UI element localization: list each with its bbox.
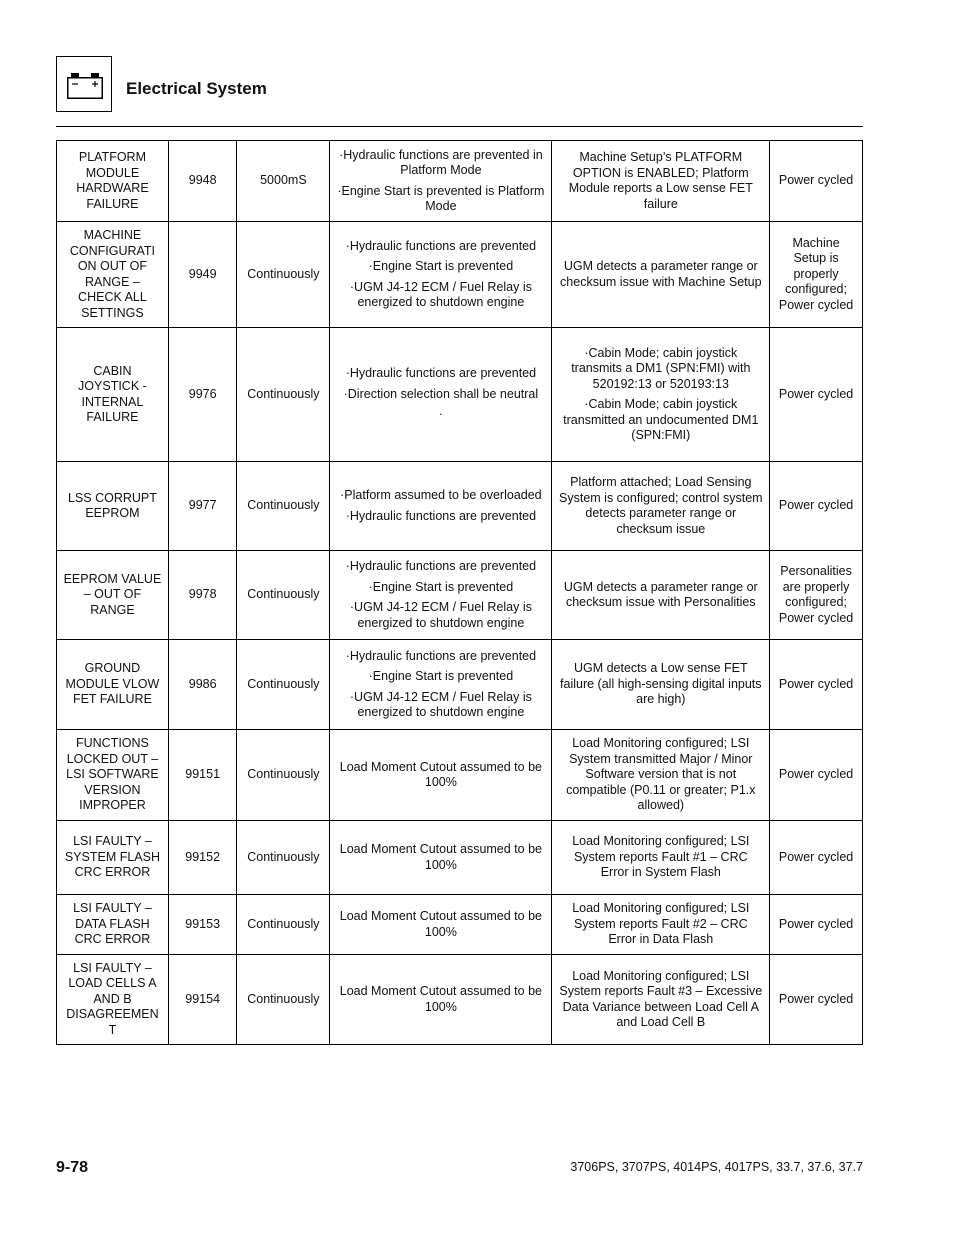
- control-action-item: ·Hydraulic functions are prevented in Platform Mode: [339, 147, 543, 177]
- fault-clear-cell: Personalities are properly configured; Power cycled: [770, 551, 863, 640]
- fault-condition-cell: [552, 895, 770, 955]
- control-action-item: ·Engine Start is prevented: [368, 259, 514, 273]
- table-row: [57, 141, 863, 222]
- section-icon-box: [56, 56, 112, 112]
- fault-name-cell: LSI FAULTY – SYSTEM FLASH CRC ERROR: [57, 821, 169, 895]
- fault-condition-cell: [552, 955, 770, 1045]
- control-action-cell: [330, 328, 552, 462]
- detection-time-cell: Continuously: [237, 222, 330, 328]
- fault-name-cell: FUNCTIONS LOCKED OUT – LSI SOFTWARE VERSION IMPROPER: [57, 730, 169, 821]
- fault-condition-item: UGM detects a Low sense FET failure (all high-sensing digital inputs are high): [560, 661, 762, 707]
- control-action-item: ·Hydraulic functions are prevented: [345, 366, 537, 381]
- fault-code-cell: 99151: [168, 730, 237, 821]
- control-action-item: ·Direction selection shall be neutral: [343, 386, 539, 401]
- table-row: [57, 328, 863, 462]
- detection-time-cell: Continuously: [237, 730, 330, 821]
- fault-condition-item: ·Cabin Mode; cabin joystick transmitted an undocumented DM1 (SPN:FMI): [563, 397, 759, 442]
- control-action-item: Load Moment Cutout assumed to be 100%: [339, 759, 542, 789]
- control-action-item: ·UGM J4-12 ECM / Fuel Relay is energized to shutdown engine: [349, 279, 532, 309]
- detection-time-cell: Continuously: [237, 551, 330, 640]
- control-action-cell: [330, 895, 552, 955]
- fault-name-cell: CABIN JOYSTICK - INTERNAL FAILURE: [57, 328, 169, 462]
- fault-code-cell: 99154: [168, 955, 237, 1045]
- control-action-item: ·Engine Start is prevented: [368, 579, 514, 594]
- fault-condition-item: Load Monitoring configured; LSI System reports Fault #3 – Excessive Data Variance between Load Cell A and Load Cell B: [559, 968, 763, 1029]
- table-row: [57, 955, 863, 1045]
- fault-code-cell: 9986: [168, 640, 237, 730]
- fault-name-cell: LSI FAULTY – LOAD CELLS A AND B DISAGREEMEN T: [57, 955, 169, 1045]
- fault-clear-cell: Power cycled: [770, 821, 863, 895]
- table-row: [57, 821, 863, 895]
- control-action-item: Load Moment Cutout assumed to be 100%: [339, 984, 542, 1014]
- fault-clear-cell: Machine Setup is properly configured; Power cycled: [770, 222, 863, 328]
- fault-condition-item: Load Monitoring configured; LSI System transmitted Major / Minor Software version that is not compatible (P0.11 or greater; P1.x allowed): [566, 736, 756, 813]
- fault-condition-item: UGM detects a parameter range or checksum issue with Personalities: [563, 579, 758, 609]
- detection-time-cell: Continuously: [237, 328, 330, 462]
- fault-code-cell: 9978: [168, 551, 237, 640]
- fault-condition-cell: [552, 640, 770, 730]
- control-action-item: ·Hydraulic functions are prevented: [345, 648, 537, 663]
- fault-condition-item: Platform attached; Load Sensing System is configured; control system detects parameter range or checksum issue: [559, 475, 763, 536]
- fault-code-table-body: [57, 141, 863, 1045]
- fault-clear-cell: Power cycled: [770, 955, 863, 1045]
- table-row: [57, 222, 863, 328]
- control-action-item: ·Hydraulic functions are prevented: [345, 238, 537, 253]
- fault-name-cell: MACHINE CONFIGURATI ON OUT OF RANGE – CHECK ALL SETTINGS: [57, 222, 169, 328]
- fault-condition-item: UGM detects a parameter range or checksum issue with Machine Setup: [560, 259, 762, 289]
- control-action-cell: [330, 821, 552, 895]
- table-row: [57, 895, 863, 955]
- detection-time-cell: 5000mS: [237, 141, 330, 222]
- fault-code-cell: 9949: [168, 222, 237, 328]
- control-action-item: Load Moment Cutout assumed to be 100%: [339, 909, 542, 939]
- fault-code-cell: 9976: [168, 328, 237, 462]
- control-action-cell: [330, 551, 552, 640]
- fault-condition-cell: [552, 821, 770, 895]
- fault-condition-item: Machine Setup’s PLATFORM OPTION is ENABLED; Platform Module reports a Low sense FET failure: [568, 150, 753, 211]
- control-action-cell: [330, 640, 552, 730]
- control-action-item: ·Engine Start is prevented: [368, 669, 514, 683]
- detection-time-cell: Continuously: [237, 821, 330, 895]
- fault-name-cell: LSS CORRUPT EEPROM: [57, 462, 169, 551]
- model-list: 3706PS, 3707PS, 4014PS, 4017PS, 33.7, 37.6, 37.7: [570, 1160, 863, 1174]
- fault-clear-cell: Power cycled: [770, 328, 863, 462]
- fault-code-cell: 99153: [168, 895, 237, 955]
- control-action-item: ·UGM J4-12 ECM / Fuel Relay is energized to shutdown engine: [349, 600, 532, 630]
- control-action-cell: [330, 955, 552, 1045]
- fault-code-cell: 9948: [168, 141, 237, 222]
- fault-code-table: [56, 140, 863, 1045]
- fault-condition-cell: [552, 462, 770, 551]
- fault-condition-cell: [552, 222, 770, 328]
- page-number: 9-78: [56, 1159, 89, 1176]
- fault-code-cell: 9977: [168, 462, 237, 551]
- control-action-item: ·Platform assumed to be overloaded: [340, 488, 542, 502]
- fault-clear-cell: Power cycled: [770, 640, 863, 730]
- detection-time-cell: Continuously: [237, 955, 330, 1045]
- battery-icon: [67, 73, 103, 99]
- table-row: [57, 462, 863, 551]
- control-action-item: ·Engine Start is prevented is Platform Mode: [337, 183, 545, 213]
- fault-condition-cell: [552, 328, 770, 462]
- control-action-item: ·Hydraulic functions are prevented: [345, 508, 537, 523]
- control-action-cell: [330, 141, 552, 222]
- header-rule: [56, 126, 863, 127]
- fault-condition-item: ·Cabin Mode; cabin joystick transmits a DM1 (SPN:FMI) with 520192:13 or 520193:13: [571, 345, 751, 391]
- fault-name-cell: GROUND MODULE VLOW FET FAILURE: [57, 640, 169, 730]
- control-action-cell: [330, 222, 552, 328]
- detection-time-cell: Continuously: [237, 462, 330, 551]
- fault-clear-cell: Power cycled: [770, 730, 863, 821]
- detection-time-cell: Continuously: [237, 640, 330, 730]
- fault-clear-cell: Power cycled: [770, 895, 863, 955]
- fault-condition-item: Load Monitoring configured; LSI System reports Fault #1 – CRC Error in System Flash: [572, 834, 750, 880]
- control-action-item: ·UGM J4-12 ECM / Fuel Relay is energized to shutdown engine: [349, 689, 532, 719]
- control-action-cell: [330, 730, 552, 821]
- fault-name-cell: PLATFORM MODULE HARDWARE FAILURE: [57, 141, 169, 222]
- fault-condition-cell: [552, 551, 770, 640]
- fault-name-cell: LSI FAULTY – DATA FLASH CRC ERROR: [57, 895, 169, 955]
- section-title: Electrical System: [126, 79, 267, 98]
- control-action-cell: [330, 462, 552, 551]
- fault-clear-cell: Power cycled: [770, 462, 863, 551]
- fault-condition-cell: [552, 730, 770, 821]
- control-action-item: Load Moment Cutout assumed to be 100%: [339, 842, 542, 872]
- fault-condition-cell: [552, 141, 770, 222]
- detection-time-cell: Continuously: [237, 895, 330, 955]
- control-action-item: ·: [438, 407, 443, 422]
- control-action-item: ·Hydraulic functions are prevented: [345, 559, 537, 573]
- table-row: [57, 551, 863, 640]
- fault-name-cell: EEPROM VALUE – OUT OF RANGE: [57, 551, 169, 640]
- fault-code-cell: 99152: [168, 821, 237, 895]
- fault-clear-cell: Power cycled: [770, 141, 863, 222]
- fault-condition-item: Load Monitoring configured; LSI System reports Fault #2 – CRC Error in Data Flash: [572, 901, 750, 947]
- table-row: [57, 640, 863, 730]
- table-row: [57, 730, 863, 821]
